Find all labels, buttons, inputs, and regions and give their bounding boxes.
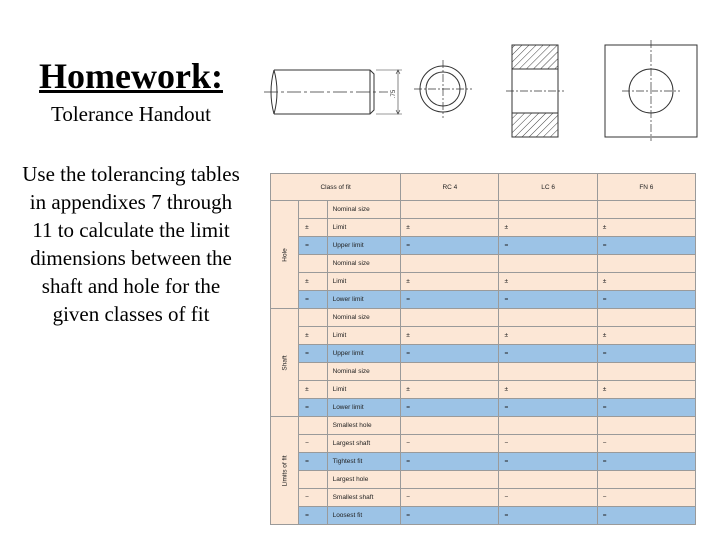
operator-cell: = — [299, 345, 327, 363]
row-label: Limit — [327, 381, 401, 399]
header-rc4: RC 4 — [401, 174, 499, 201]
value-cell[interactable] — [499, 471, 597, 489]
group-label: Limits of fit — [281, 454, 289, 487]
value-cell[interactable]: ± — [597, 327, 695, 345]
value-cell[interactable]: − — [499, 435, 597, 453]
operator-cell: ± — [299, 273, 327, 291]
value-cell[interactable]: ± — [597, 273, 695, 291]
operator-cell: = — [299, 291, 327, 309]
value-cell[interactable]: ± — [499, 273, 597, 291]
row-label: Nominal size — [327, 363, 401, 381]
value-cell[interactable] — [499, 309, 597, 327]
table-row — [271, 453, 696, 471]
operator-cell: = — [299, 399, 327, 417]
group-label: Shaft — [281, 354, 289, 371]
operator-cell: = — [299, 237, 327, 255]
value-cell[interactable] — [499, 255, 597, 273]
value-cell[interactable] — [499, 201, 597, 219]
operator-cell — [299, 363, 327, 381]
row-label: Limit — [327, 327, 401, 345]
value-cell[interactable]: ± — [401, 381, 499, 399]
row-label: Nominal size — [327, 309, 401, 327]
row-label: Upper limit — [327, 237, 401, 255]
table-row — [271, 507, 696, 525]
row-label: Lower limit — [327, 399, 401, 417]
technical-drawings — [260, 38, 700, 142]
table-row — [271, 255, 696, 273]
value-cell[interactable]: ± — [499, 219, 597, 237]
row-label: Lower limit — [327, 291, 401, 309]
table-row — [271, 489, 696, 507]
tolerance-table — [270, 173, 696, 525]
table-header-row — [271, 174, 696, 201]
table-row — [271, 345, 696, 363]
value-cell[interactable]: = — [499, 399, 597, 417]
value-cell[interactable]: = — [597, 291, 695, 309]
row-label: Smallest hole — [327, 417, 401, 435]
value-cell[interactable]: ± — [499, 327, 597, 345]
value-cell[interactable]: − — [401, 435, 499, 453]
shaft-dimension-label: .75 — [391, 89, 397, 99]
group-label: Hole — [281, 247, 289, 262]
table-row — [271, 219, 696, 237]
row-label: Largest hole — [327, 471, 401, 489]
value-cell[interactable]: = — [401, 237, 499, 255]
operator-cell: = — [299, 453, 327, 471]
value-cell[interactable]: = — [499, 237, 597, 255]
table-row — [271, 471, 696, 489]
group-label-cell — [271, 309, 299, 417]
value-cell[interactable]: ± — [401, 327, 499, 345]
row-label: Tightest fit — [327, 453, 401, 471]
row-label: Loosest fit — [327, 507, 401, 525]
group-label-cell — [271, 417, 299, 525]
shaft-end-view — [414, 60, 472, 118]
header-fn6: FN 6 — [597, 174, 695, 201]
value-cell[interactable]: ± — [401, 219, 499, 237]
row-label: Largest shaft — [327, 435, 401, 453]
value-cell[interactable]: = — [597, 453, 695, 471]
row-label: Nominal size — [327, 201, 401, 219]
instructions-text: Use the tolerancing tables in appendixes 7 through 11 to calculate the limit dimensions between the shaft and hole for the given classes of fit — [22, 162, 240, 326]
operator-cell — [299, 201, 327, 219]
value-cell[interactable] — [597, 255, 695, 273]
operator-cell — [299, 255, 327, 273]
value-cell[interactable] — [597, 201, 695, 219]
value-cell[interactable] — [401, 255, 499, 273]
row-label: Limit — [327, 273, 401, 291]
value-cell[interactable]: = — [401, 399, 499, 417]
operator-cell: − — [299, 435, 327, 453]
operator-cell: ± — [299, 219, 327, 237]
value-cell[interactable]: = — [597, 345, 695, 363]
table-row — [271, 363, 696, 381]
row-label: Limit — [327, 219, 401, 237]
table-row — [271, 291, 696, 309]
value-cell[interactable]: = — [597, 399, 695, 417]
table-row — [271, 435, 696, 453]
table-row — [271, 327, 696, 345]
value-cell[interactable]: ± — [499, 381, 597, 399]
hole-section-view — [506, 45, 564, 137]
value-cell[interactable] — [401, 417, 499, 435]
value-cell[interactable]: = — [499, 453, 597, 471]
operator-cell: ± — [299, 327, 327, 345]
row-label: Nominal size — [327, 255, 401, 273]
value-cell[interactable]: = — [597, 507, 695, 525]
value-cell[interactable]: = — [597, 237, 695, 255]
table-row — [271, 273, 696, 291]
value-cell[interactable]: − — [597, 489, 695, 507]
value-cell[interactable]: ± — [597, 381, 695, 399]
table-body — [271, 201, 696, 525]
value-cell[interactable] — [401, 201, 499, 219]
value-cell[interactable]: = — [401, 453, 499, 471]
slide-subtitle: Tolerance Handout — [50, 102, 212, 126]
group-label-cell — [271, 201, 299, 309]
value-cell[interactable]: = — [401, 507, 499, 525]
operator-cell — [299, 417, 327, 435]
table-row — [271, 381, 696, 399]
slide-title: Homework: — [39, 56, 223, 96]
value-cell[interactable] — [401, 363, 499, 381]
value-cell[interactable] — [597, 471, 695, 489]
header-class-of-fit: Class of fit — [271, 174, 401, 201]
value-cell[interactable]: = — [499, 291, 597, 309]
value-cell[interactable] — [597, 309, 695, 327]
value-cell[interactable]: = — [499, 507, 597, 525]
shaft-side-view — [264, 70, 402, 114]
operator-cell — [299, 309, 327, 327]
value-cell[interactable]: = — [499, 345, 597, 363]
value-cell[interactable]: − — [401, 489, 499, 507]
value-cell[interactable]: ± — [597, 219, 695, 237]
header-lc6: LC 6 — [499, 174, 597, 201]
value-cell[interactable] — [401, 471, 499, 489]
table-row — [271, 417, 696, 435]
value-cell[interactable] — [499, 363, 597, 381]
value-cell[interactable] — [597, 417, 695, 435]
table-row — [271, 201, 696, 219]
value-cell[interactable]: = — [401, 291, 499, 309]
table-row — [271, 237, 696, 255]
value-cell[interactable]: ± — [401, 273, 499, 291]
value-cell[interactable]: − — [499, 489, 597, 507]
hole-front-view — [605, 40, 697, 141]
table-row — [271, 399, 696, 417]
value-cell[interactable]: − — [597, 435, 695, 453]
value-cell[interactable] — [597, 363, 695, 381]
row-label: Smallest shaft — [327, 489, 401, 507]
operator-cell: = — [299, 507, 327, 525]
row-label: Upper limit — [327, 345, 401, 363]
operator-cell: ± — [299, 381, 327, 399]
value-cell[interactable] — [401, 309, 499, 327]
value-cell[interactable] — [499, 417, 597, 435]
value-cell[interactable]: = — [401, 345, 499, 363]
operator-cell — [299, 471, 327, 489]
table-row — [271, 309, 696, 327]
operator-cell: − — [299, 489, 327, 507]
